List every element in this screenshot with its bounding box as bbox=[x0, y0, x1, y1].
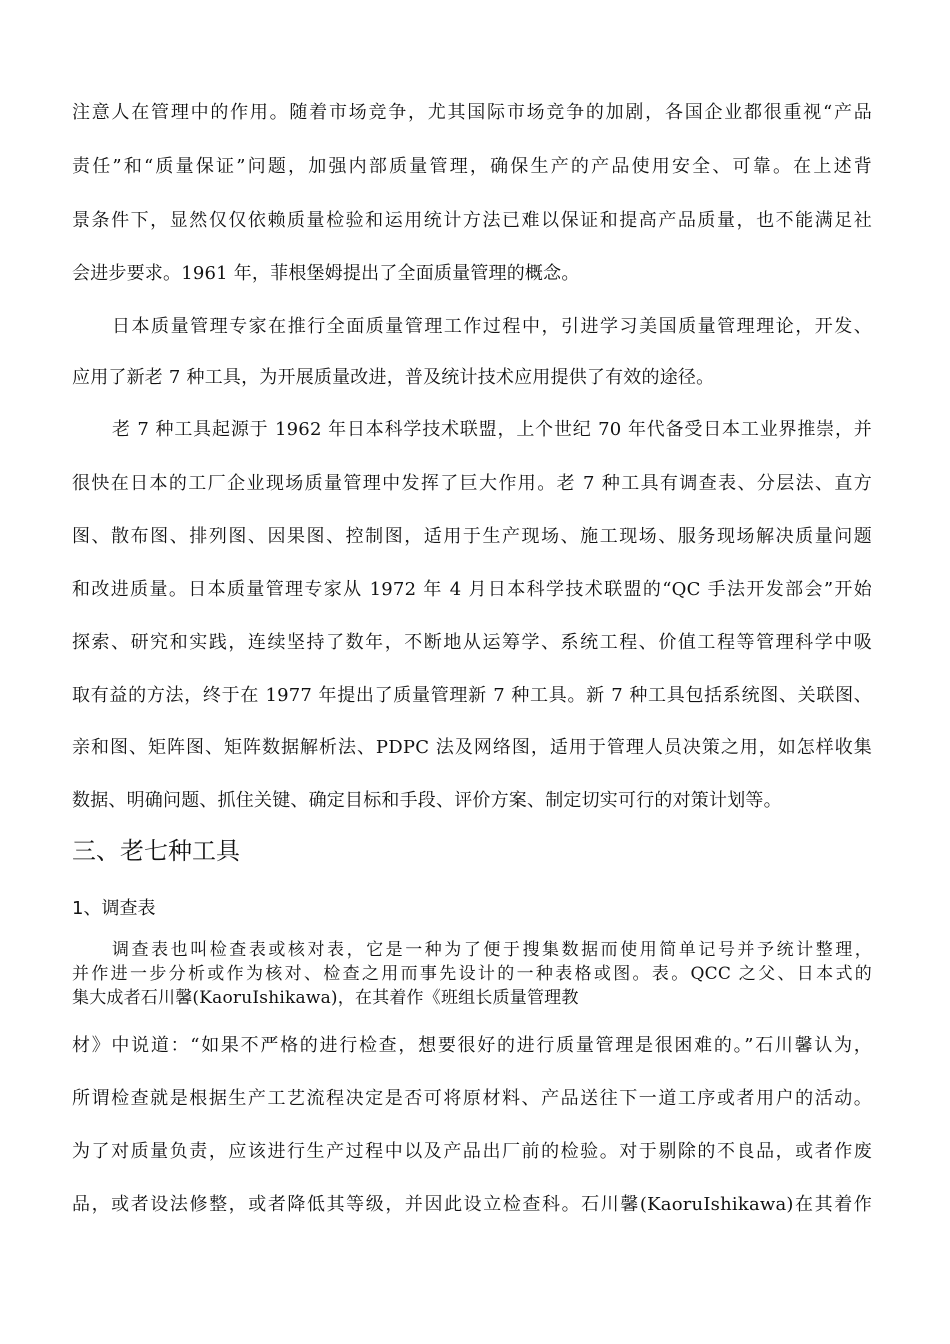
paragraph-4-line-1: 调查表也叫检查表或核对表，它是一种为了便于搜集数据而使用简单记号并予统计整理， bbox=[112, 940, 872, 960]
paragraph-5-line-1: 材》中说道：“如果不严格的进行检查，想要很好的进行质量管理是很困难的。”石川馨认为， bbox=[72, 1035, 872, 1056]
paragraph-3-line-1: 老 7 种工具起源于 1962 年日本科学技术联盟，上个世纪 70 年代备受日本工业界推崇，并 bbox=[112, 419, 872, 440]
paragraph-3-line-4: 和改进质量。日本质量管理专家从 1972 年 4 月日本科学技术联盟的“QC 手法开发部会”开始 bbox=[72, 579, 872, 600]
section-heading: 三、老七种工具 bbox=[72, 837, 240, 865]
paragraph-4-line-3: 集大成者石川馨(KaoruIshikawa)，在其着作《班组长质量管理教 bbox=[72, 988, 579, 1008]
paragraph-2-line-2: 应用了新老 7 种工具，为开展质量改进，普及统计技术应用提供了有效的途径。 bbox=[72, 367, 715, 388]
paragraph-3-line-6: 取有益的方法，终于在 1977 年提出了质量管理新 7 种工具。新 7 种工具包括系统图、关联图、 bbox=[72, 685, 872, 706]
paragraph-5-line-4: 品，或者设法修整，或者降低其等级，并因此设立检查科。石川馨(KaoruIshikawa)在其着作 bbox=[72, 1194, 872, 1215]
paragraph-3-line-5: 探索、研究和实践，连续坚持了数年，不断地从运筹学、系统工程、价值工程等管理科学中吸 bbox=[72, 632, 872, 653]
paragraph-5-line-2: 所谓检查就是根据生产工艺流程决定是否可将原材料、产品送往下一道工序或者用户的活动。 bbox=[72, 1088, 872, 1109]
paragraph-3-line-3: 图、散布图、排列图、因果图、控制图，适用于生产现场、施工现场、服务现场解决质量问题 bbox=[72, 526, 872, 547]
paragraph-1-line-4: 会进步要求。1961 年，菲根堡姆提出了全面质量管理的概念。 bbox=[72, 263, 580, 284]
paragraph-3-line-8: 数据、明确问题、抓住关键、确定目标和手段、评价方案、制定切实可行的对策计划等。 bbox=[72, 790, 782, 811]
subsection-heading: 1、调查表 bbox=[72, 898, 156, 919]
paragraph-3-line-7: 亲和图、矩阵图、矩阵数据解析法、PDPC 法及网络图，适用于管理人员决策之用，如怎样收集 bbox=[72, 737, 872, 758]
paragraph-1-line-2: 责任”和“质量保证”问题，加强内部质量管理，确保生产的产品使用安全、可靠。在上述背 bbox=[72, 156, 872, 177]
paragraph-1-line-3: 景条件下，显然仅仅依赖质量检验和运用统计方法已难以保证和提高产品质量，也不能满足社 bbox=[72, 210, 872, 231]
paragraph-3-line-2: 很快在日本的工厂企业现场质量管理中发挥了巨大作用。老 7 种工具有调查表、分层法、直方 bbox=[72, 473, 872, 494]
paragraph-4-line-2: 并作进一步分析或作为核对、检查之用而事先设计的一种表格或图。表。QCC 之父、日本式的 bbox=[72, 964, 872, 984]
paragraph-1-line-1: 注意人在管理中的作用。随着市场竞争，尤其国际市场竞争的加剧，各国企业都很重视“产品 bbox=[72, 102, 872, 123]
paragraph-5-line-3: 为了对质量负责，应该进行生产过程中以及产品出厂前的检验。对于剔除的不良品，或者作废 bbox=[72, 1141, 872, 1162]
paragraph-2-line-1: 日本质量管理专家在推行全面质量管理工作过程中，引进学习美国质量管理理论，开发、 bbox=[112, 316, 872, 337]
